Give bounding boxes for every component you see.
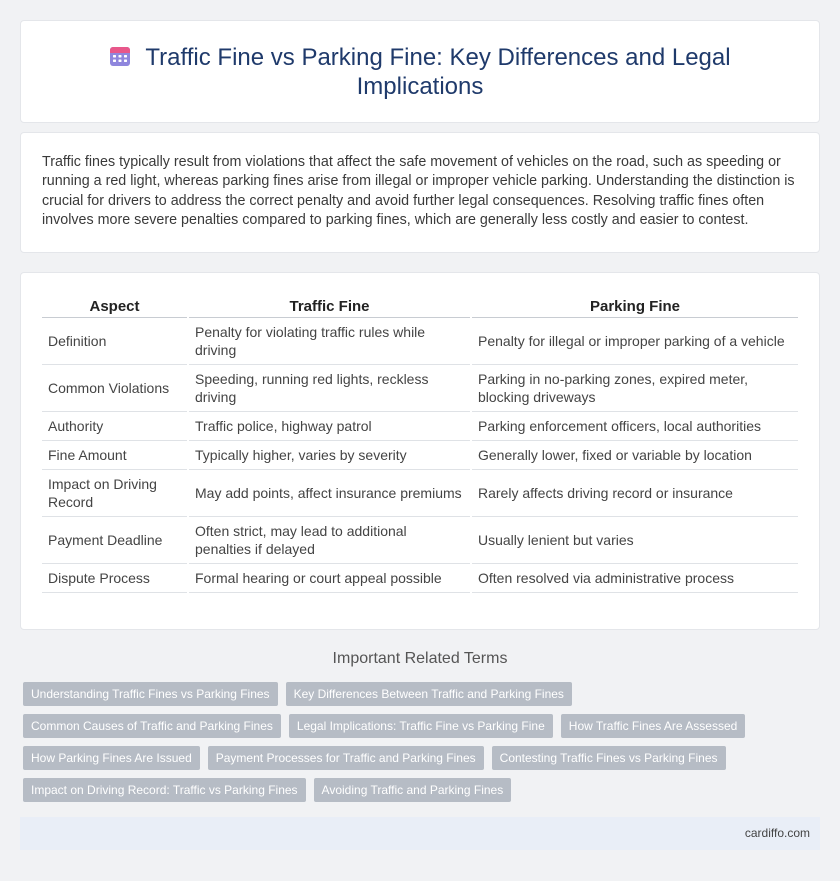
tag-row: [23, 682, 823, 706]
title-card: [20, 20, 820, 123]
footer-site-link[interactable]: cardiffo.com: [744, 826, 810, 840]
aspect-cell: Impact on Driving Record: [42, 470, 188, 517]
traffic-cell: Traffic police, highway patrol: [188, 412, 471, 441]
aspect-cell: Fine Amount: [42, 441, 188, 470]
table-row: [42, 365, 798, 412]
traffic-cell: Formal hearing or court appeal possible: [188, 564, 471, 593]
parking-cell: Parking in no-parking zones, expired meter, blocking driveways: [471, 365, 798, 412]
related-term-tag[interactable]: Impact on Driving Record: Traffic vs Parking Fines: [23, 778, 306, 802]
table-row: [42, 412, 798, 441]
aspect-cell: Dispute Process: [42, 564, 188, 593]
parking-cell: Often resolved via administrative process: [471, 564, 798, 593]
parking-cell: Generally lower, fixed or variable by location: [471, 441, 798, 470]
traffic-cell: Typically higher, varies by severity: [188, 441, 471, 470]
footer: [20, 817, 820, 850]
page-title-text: Traffic Fine vs Parking Fine: Key Differences and Legal Implications: [145, 44, 731, 100]
table-header-row: [42, 295, 798, 318]
related-terms-list: [23, 682, 823, 810]
intro-card: [20, 132, 820, 253]
traffic-cell: Often strict, may lead to additional penalties if delayed: [188, 517, 471, 564]
traffic-cell: May add points, affect insurance premiums: [188, 470, 471, 517]
header-parking-fine: Parking Fine: [471, 295, 798, 318]
intro-paragraph: Traffic fines typically result from violations that affect the safe movement of vehicles on the road, such as speeding or running a red light, whereas parking fines arise from illegal or improper vehicle parking. Understanding the distinction is crucial for drivers to address the correct penalty and avoid further legal consequences. Resolving traffic fines often involves more severe penalties compared to parking fines, which are generally less costly and easier to contest.: [42, 154, 795, 229]
aspect-cell: Payment Deadline: [42, 517, 188, 564]
related-term-tag[interactable]: How Parking Fines Are Issued: [23, 746, 200, 770]
header-traffic-fine: Traffic Fine: [188, 295, 471, 318]
table-row: [42, 318, 798, 365]
tag-row: [23, 714, 823, 738]
related-term-tag[interactable]: Contesting Traffic Fines vs Parking Fines: [492, 746, 726, 770]
aspect-cell: Definition: [42, 318, 188, 365]
header-aspect: Aspect: [42, 295, 188, 318]
table-row: [42, 564, 798, 593]
comparison-table: [42, 295, 798, 593]
page-title: [21, 43, 819, 101]
parking-cell: Penalty for illegal or improper parking of a vehicle: [471, 318, 798, 365]
comparison-card: [20, 272, 820, 630]
calendar-icon: [109, 45, 131, 67]
table-row: [42, 517, 798, 564]
tag-row: [23, 746, 823, 770]
aspect-cell: Authority: [42, 412, 188, 441]
related-terms-heading: Important Related Terms: [332, 650, 508, 667]
related-term-tag[interactable]: How Traffic Fines Are Assessed: [561, 714, 746, 738]
parking-cell: Usually lenient but varies: [471, 517, 798, 564]
table-row: [42, 470, 798, 517]
table-row: [42, 441, 798, 470]
parking-cell: Parking enforcement officers, local authorities: [471, 412, 798, 441]
tag-row: [23, 778, 823, 802]
related-term-tag[interactable]: Legal Implications: Traffic Fine vs Parking Fine: [289, 714, 553, 738]
parking-cell: Rarely affects driving record or insurance: [471, 470, 798, 517]
related-term-tag[interactable]: Common Causes of Traffic and Parking Fines: [23, 714, 281, 738]
related-term-tag[interactable]: Key Differences Between Traffic and Parking Fines: [286, 682, 572, 706]
traffic-cell: Speeding, running red lights, reckless driving: [188, 365, 471, 412]
related-term-tag[interactable]: Payment Processes for Traffic and Parking Fines: [208, 746, 484, 770]
aspect-cell: Common Violations: [42, 365, 188, 412]
traffic-cell: Penalty for violating traffic rules while driving: [188, 318, 471, 365]
related-term-tag[interactable]: Avoiding Traffic and Parking Fines: [314, 778, 512, 802]
related-term-tag[interactable]: Understanding Traffic Fines vs Parking Fines: [23, 682, 278, 706]
